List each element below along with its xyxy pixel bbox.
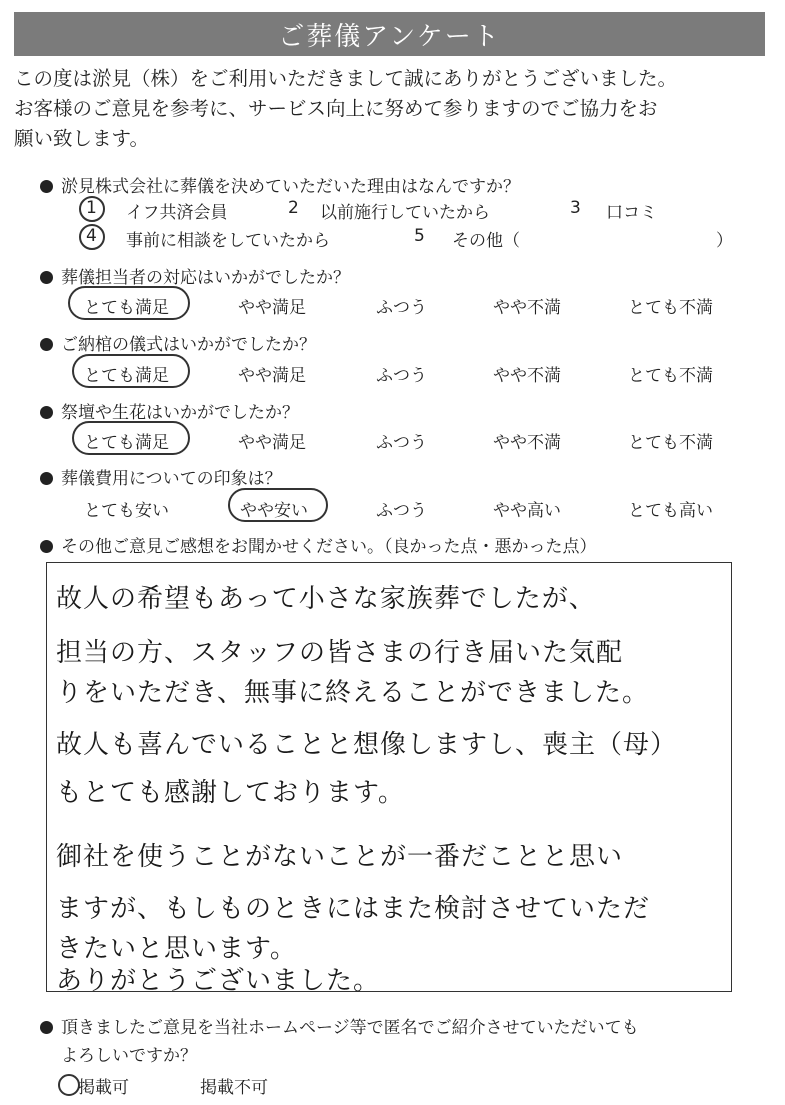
option-number[interactable]: 5 <box>414 226 425 246</box>
handwritten-line: ありがとうございました。 <box>56 966 381 996</box>
option-very-satisfied[interactable]: とても満足 <box>84 433 169 453</box>
option-very-dissatisfied[interactable]: とても不満 <box>628 366 713 386</box>
survey-title: ご葬儀アンケート <box>14 12 765 56</box>
handwritten-line: 故人も喜んでいることと想像しますし、喪主（母） <box>56 730 678 760</box>
question-cost <box>40 464 282 489</box>
option-somewhat-dissatisfied[interactable]: やや不満 <box>493 298 561 318</box>
handwritten-line: きたいと思います。 <box>56 934 297 964</box>
option-somewhat-dissatisfied[interactable]: やや不満 <box>493 366 561 386</box>
option-number[interactable]: 1 <box>86 198 97 218</box>
close-paren: ） <box>716 231 733 251</box>
option-publish-no[interactable]: 掲載不可 <box>200 1078 268 1098</box>
option-very-dissatisfied[interactable]: とても不満 <box>628 298 713 318</box>
question-text: 葬儀費用についての印象は？ <box>61 469 282 489</box>
handwritten-line: もとても感謝しております。 <box>56 778 405 808</box>
bullet-icon <box>40 271 53 284</box>
option-neutral[interactable]: ふつう <box>376 433 427 453</box>
intro-line: 願い致します。 <box>14 127 149 150</box>
option-number[interactable]: 3 <box>570 198 581 218</box>
question-text: その他ご意見ご感想をお聞かせください。（良かった点・悪かった点） <box>61 537 597 557</box>
bullet-icon <box>40 472 53 485</box>
option-somewhat-dissatisfied[interactable]: やや不満 <box>493 433 561 453</box>
option-neutral[interactable]: ふつう <box>376 298 427 318</box>
question-text: ご納棺の儀式はいかがでしたか？ <box>61 335 316 355</box>
selection-circle <box>58 1074 80 1096</box>
question-text: 祭壇や生花はいかがでしたか？ <box>61 403 299 423</box>
question-text-continued: よろしいですか？ <box>61 1046 197 1066</box>
option-label[interactable]: 以前施行していたから <box>320 203 490 223</box>
option-very-cheap[interactable]: とても安い <box>84 501 169 521</box>
option-neutral[interactable]: ふつう <box>376 501 427 521</box>
option-label[interactable]: 口コミ <box>606 203 657 223</box>
bullet-icon <box>40 540 53 553</box>
question-staff <box>40 263 350 288</box>
option-somewhat-satisfied[interactable]: やや満足 <box>238 298 306 318</box>
option-very-dissatisfied[interactable]: とても不満 <box>628 433 713 453</box>
option-neutral[interactable]: ふつう <box>376 366 427 386</box>
option-label[interactable]: 事前に相談をしていたから <box>126 231 330 251</box>
option-label[interactable]: その他（ <box>452 231 520 251</box>
question-encoffining <box>40 330 316 355</box>
option-somewhat-expensive[interactable]: やや高い <box>493 501 561 521</box>
question-altar <box>40 398 299 423</box>
intro-line: お客様のご意見を参考に、サービス向上に努めて参りますのでご協力をお <box>14 97 658 120</box>
intro-text <box>14 64 774 154</box>
option-somewhat-satisfied[interactable]: やや満足 <box>238 366 306 386</box>
option-number[interactable]: 2 <box>288 198 299 218</box>
handwritten-line: 御社を使うことがないことが一番だことと思い <box>56 842 624 872</box>
option-publish-ok[interactable]: 掲載可 <box>78 1078 129 1098</box>
question-publish <box>40 1013 639 1038</box>
option-number[interactable]: 4 <box>86 226 97 246</box>
option-label[interactable]: イフ共済会員 <box>126 203 228 223</box>
question-text: 淤見株式会社に葬儀を決めていただいた理由はなんですか？ <box>61 177 520 197</box>
intro-line: この度は淤見（株）をご利用いただきまして誠にありがとうございました。 <box>14 67 678 90</box>
bullet-icon <box>40 406 53 419</box>
handwritten-line: ますが、もしものときにはまた検討させていただ <box>56 894 651 924</box>
handwritten-line: りをいただき、無事に終えることができました。 <box>56 678 649 708</box>
handwritten-line: 担当の方、スタッフの皆さまの行き届いた気配 <box>56 638 624 668</box>
option-very-satisfied[interactable]: とても満足 <box>84 366 169 386</box>
option-very-satisfied[interactable]: とても満足 <box>84 298 169 318</box>
question-text: 葬儀担当者の対応はいかがでしたか？ <box>61 268 350 288</box>
option-very-expensive[interactable]: とても高い <box>628 501 713 521</box>
handwritten-line: 故人の希望もあって小さな家族葬でしたが、 <box>56 584 596 614</box>
bullet-icon <box>40 1021 53 1034</box>
question-reason <box>40 172 520 197</box>
bullet-icon <box>40 180 53 193</box>
question-comments <box>40 532 597 557</box>
option-somewhat-satisfied[interactable]: やや満足 <box>238 433 306 453</box>
option-somewhat-cheap[interactable]: やや安い <box>240 501 308 521</box>
question-text: 頂きましたご意見を当社ホームページ等で匿名でご紹介させていただいても <box>61 1018 639 1038</box>
bullet-icon <box>40 338 53 351</box>
